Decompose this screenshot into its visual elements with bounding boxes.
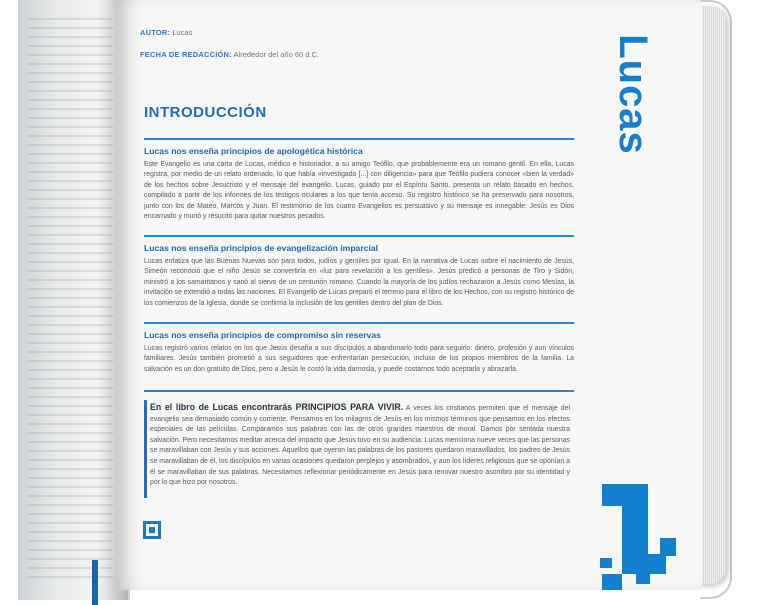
section-rule — [144, 138, 574, 140]
section-body: Este Evangelio es una carta de Lucas, médico e historiador, a su amigo Teófilo, que probablemente era un romano gentil. En ella, Lucas registra, por medio de un relato ordenado, lo que había «investigado [...] con diligencia» para que Teófilo pudiera conocer «bien la verdad» de los hechos sobre Jesucristo y el mensaje del evangelio. Lucas, guiado por el Espíritu Santo, presenta un relato basado en hechos, compilado a partir de los informes de los testigos oculares a los que tenía acceso. Su registro histórico se ha preservado para nosotros, junto con los de Mateo, Marcos y Juan. El testimonio de los cuatro Evangelios es persuasivo y su mensaje es innegable: Jesús es Dios encarnado y murió y resucitó para quitar nuestros pecados. — [144, 161, 574, 221]
section-evangelization — [144, 235, 574, 309]
section-rule — [144, 235, 574, 237]
date-value: Alrededor del año 60 d.C. — [233, 50, 320, 59]
callout-text — [150, 402, 570, 489]
section-title: Lucas nos enseña principios de apologética histórica — [144, 146, 363, 156]
date-label: FECHA DE REDACCIÓN: — [140, 50, 232, 59]
intro-heading: INTRODUCCIÓN — [144, 104, 267, 121]
author-value: Lucas — [172, 28, 193, 37]
section-rule — [144, 390, 574, 392]
book-title-vertical — [594, 34, 655, 155]
square-target-icon — [143, 521, 161, 539]
callout-bar — [144, 400, 147, 498]
book-metadata — [140, 28, 319, 72]
book-title-text: Lucas — [610, 34, 655, 155]
section-title: Lucas nos enseña principios de evangelización imparcial — [144, 243, 379, 253]
section-apologetics — [144, 138, 574, 222]
date-row — [140, 50, 319, 60]
section-commitment — [144, 322, 574, 375]
section-body: Lucas enfatiza que las Buenas Nuevas son para todos, judíos y gentiles por igual. En la narrativa de Lucas sobre el nacimiento de Jesús, Simeón reconoció que el niño Jesús se convertiría en «luz para revelación a los gentiles». Jesús predicó a personas de Tiro y Sidón, ministró a los samaritanos y sanó al siervo de un centurión romano. Cuando la mayoría de los judíos rechazaron a Jesús como Mesías, la invitación se extendió a todas las naciones. El Evangelio de Lucas preparó el terreno para el libro de los Hechos, con su registro histórico de los comienzos de la Iglesia, donde se confirma la inclusión de los gentiles dentro del plan de Dios. — [144, 258, 574, 307]
callout-lead: En el libro de Lucas encontrarás PRINCIPIOS PARA VIVIR. — [150, 402, 404, 412]
author-row — [140, 28, 319, 38]
section-rule — [144, 322, 574, 324]
callout-body: A veces los cristianos permiten que el mensaje del evangelio sea demasiado común y corriente. Pensamos en los milagros de Jesús en los mismos términos que pensamos en los efectos especiales de las películas. Comparamos sus palabras con las de otros grandes maestros de moral. Damos por sentada nuestra salvación. Pero necesitamos meditar acerca del impacto que Jesús tuvo en su audiencia. Lucas menciona nueve veces que las personas se maravillaban con Jesús y sus acciones. Aquellos que oyeron las palabras de los pastores quedaron maravillados, los padres de Jesús se maravillaban de él, los discípulos en varias ocasiones quedaron perplejos y asombrados, y aun los líderes religiosos que se oponían a él se maravillaban de sus palabras. Necesitamos reflexionar periódicamente en Jesús para renovar nuestro asombro por su identidad y por lo que hizo por nosotros. — [150, 405, 570, 487]
ribbon-bookmark — [92, 560, 98, 605]
number-one-icon — [600, 478, 680, 593]
principles-callout — [144, 400, 574, 498]
callout-top-rule — [144, 390, 574, 398]
section-body: Lucas registró varios relatos en los que Jesús desafía a sus discípulos a abandonarlo todo para seguirlo: dinero, profesión y aun vínculos familiares. Jesús también prometió a sus seguidores que enfrentarían persecución, incluso de los propios miembros de la familia. La salvación es un don gratuito de Dios, pero a Jesús le costó la vida darnosla, y puede costarnos todo aceptarla y abrazarla. — [144, 345, 574, 373]
author-label: AUTOR: — [140, 28, 171, 37]
section-title: Lucas nos enseña principios de compromiso sin reservas — [144, 330, 381, 340]
